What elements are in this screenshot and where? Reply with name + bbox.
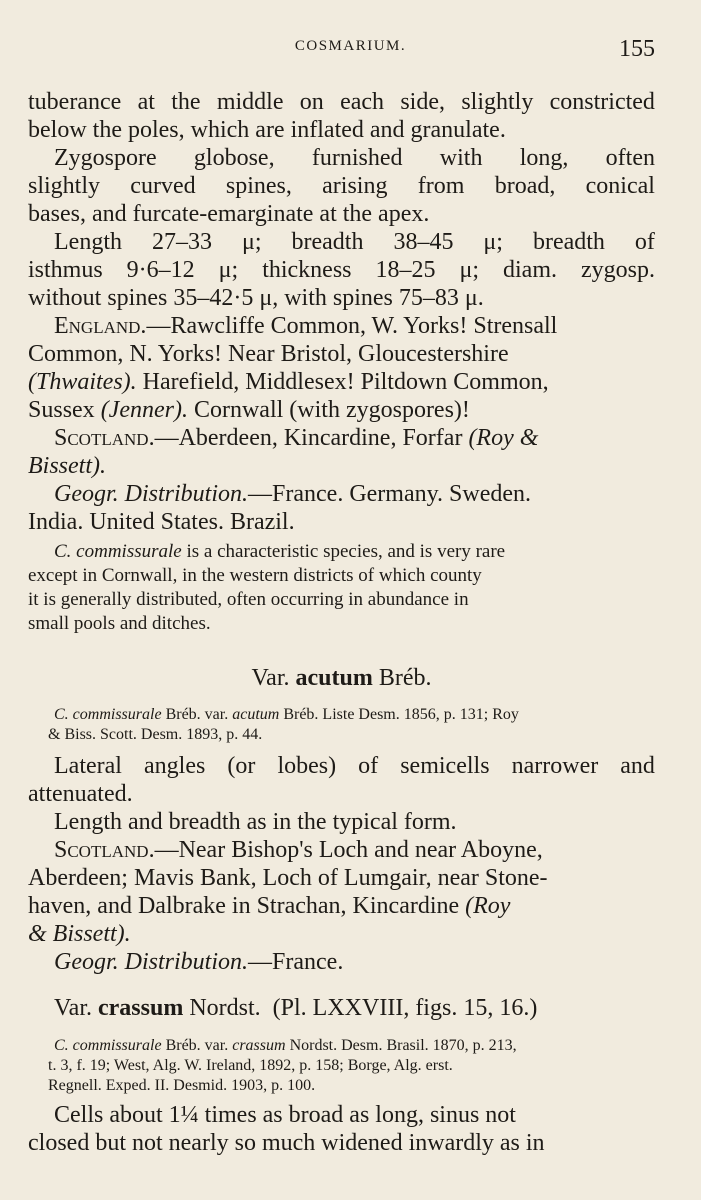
geogr-label: Geogr. Distribution. (54, 481, 249, 507)
scotland-line-3: haven, and Dalbrake in Strachan, Kincardine (Roy (28, 893, 511, 919)
description-block (28, 88, 655, 536)
desc-line: Lateral angles (or lobes) of semicells narrower and (54, 753, 655, 779)
reference-line-3: Regnell. Exped. II. Desmid. 1903, p. 100. (48, 1077, 316, 1094)
geogr-line: Geogr. Distribution.—France. (54, 949, 344, 975)
text-line: Zygospore globose, furnished with long, often (54, 145, 655, 171)
england-label: England. (54, 313, 147, 339)
note-line-2: except in Cornwall, in the western districts of which county (28, 565, 482, 586)
var-crassum-reference (28, 1036, 655, 1096)
text-line: Length 27–33 μ; breadth 38–45 μ; breadth of (54, 229, 655, 255)
desc-line-2: closed but not nearly so much widened inwardly as in (28, 1130, 545, 1156)
var-acutum-description (28, 752, 655, 976)
var-acutum-reference (28, 705, 655, 745)
species-note (28, 540, 655, 636)
scotland-label: Scotland. (54, 425, 155, 451)
var-acutum-heading: Var. acutum Bréb. (251, 665, 432, 691)
england-line-2: Common, N. Yorks! Near Bristol, Gloucestershire (28, 341, 509, 367)
var-crassum-heading: Var. crassum Nordst. (Pl. LXXVIII, figs. 15, 16.) (54, 995, 538, 1021)
scotland-line-1: Scotland.—Aberdeen, Kincardine, Forfar (Roy & (54, 425, 539, 451)
text-line: bases, and furcate-emarginate at the apex. (28, 201, 430, 227)
scotland-line-1: Scotland.—Near Bishop's Loch and near Aboyne, (54, 837, 543, 863)
geogr-label: Geogr. Distribution. (54, 949, 249, 975)
desc-line-1: Cells about 1¼ times as broad as long, sinus not (54, 1102, 516, 1128)
plate-reference: (Pl. LXXVIII, figs. 15, 16.) (272, 995, 538, 1021)
geogr-line-2: India. United States. Brazil. (28, 509, 295, 535)
var-crassum-description (28, 1101, 655, 1157)
fraction: ¼ (180, 1102, 199, 1128)
england-line-1: England.—Rawcliffe Common, W. Yorks! Strensall (54, 313, 558, 339)
page-header (0, 36, 701, 66)
text-line: below the poles, which are inflated and granulate. (28, 117, 506, 143)
scotland-line-2: Aberdeen; Mavis Bank, Loch of Lumgair, near Stone- (28, 865, 548, 891)
scotland-line-4: & Bissett). (28, 921, 131, 947)
page-number: 155 (619, 36, 655, 62)
note-line-4: small pools and ditches. (28, 613, 211, 634)
scotland-line-2: Bissett). (28, 453, 106, 479)
reference-line-2: & Biss. Scott. Desm. 1893, p. 44. (48, 726, 263, 743)
text-line: isthmus 9·6–12 μ; thickness 18–25 μ; diam. zygosp. (28, 257, 655, 283)
running-head: COSMARIUM. (294, 38, 407, 54)
text-line: tuberance at the middle on each side, slightly constricted (28, 89, 655, 115)
england-line-4: Sussex (Jenner). Cornwall (with zygospores)! (28, 397, 470, 423)
england-line-3: (Thwaites). Harefield, Middlesex! Piltdown Common, (28, 369, 549, 395)
reference-line-2: t. 3, f. 19; West, Alg. W. Ireland, 1892, p. 158; Borge, Alg. erst. (48, 1057, 453, 1074)
geogr-line-1: Geogr. Distribution.—France. Germany. Sweden. (54, 481, 532, 507)
desc-line: Length and breadth as in the typical form. (54, 809, 457, 835)
note-line-1: C. commissurale is a characteristic species, and is very rare (54, 541, 506, 562)
reference-line-1: C. commissurale Bréb. var. crassum Nordst. Desm. Brasil. 1870, p. 213, (54, 1037, 517, 1054)
reference-line-1: C. commissurale Bréb. var. acutum Bréb. Liste Desm. 1856, p. 131; Roy (54, 706, 519, 723)
desc-line: attenuated. (28, 781, 133, 807)
text-line: without spines 35–42·5 μ, with spines 75–83 μ. (28, 285, 484, 311)
note-line-3: it is generally distributed, often occurring in abundance in (28, 589, 469, 610)
text-line: slightly curved spines, arising from broad, conical (28, 173, 655, 199)
scotland-label: Scotland. (54, 837, 155, 863)
